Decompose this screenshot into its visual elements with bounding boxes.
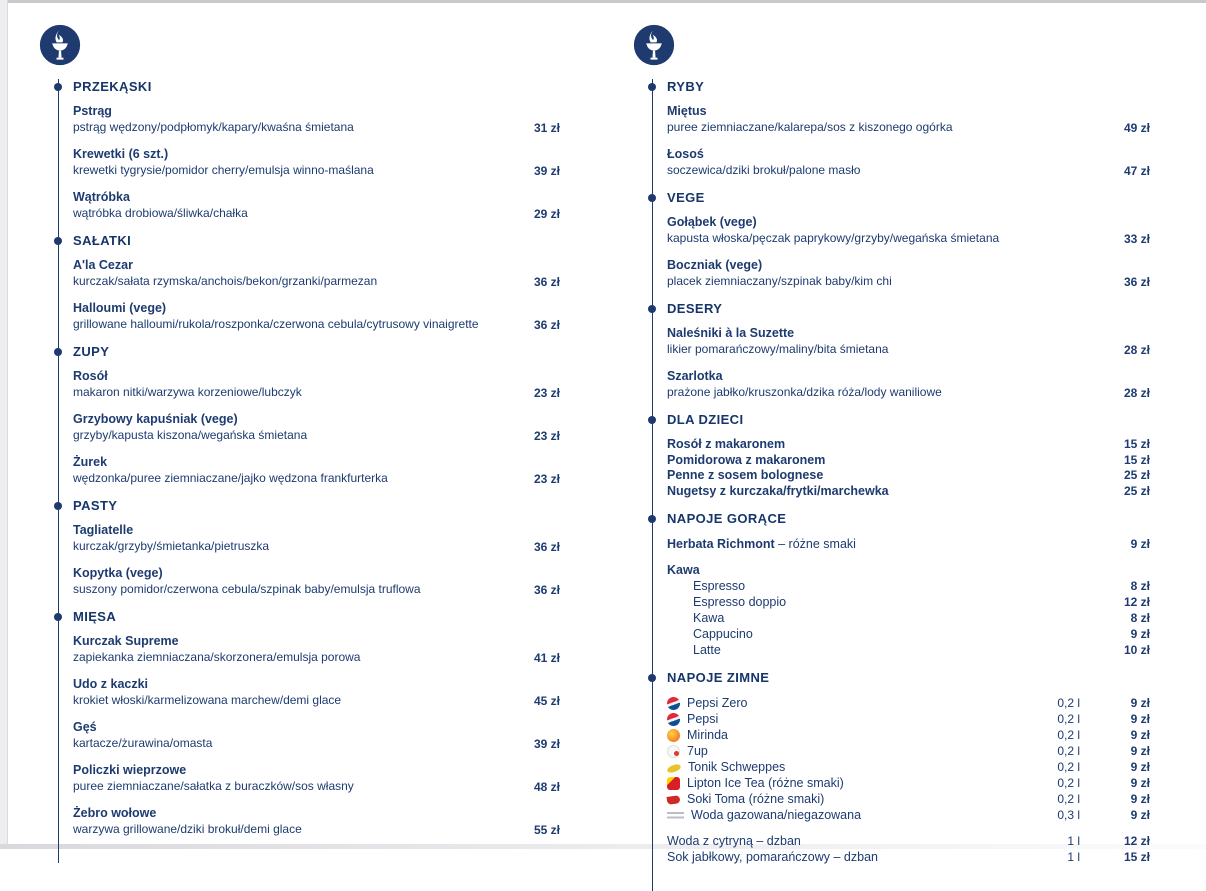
dish-description: kurczak/sałata rzymska/anchois/bekon/grzanki/parmezan	[73, 274, 378, 288]
drink-volume: 0,2 l	[1057, 744, 1080, 758]
menu-item	[667, 104, 1150, 135]
menu-section	[667, 301, 1150, 400]
dish-name: Lipton Ice Tea (różne smaki)	[687, 776, 844, 790]
section-bullet-icon	[648, 416, 656, 424]
drink-volume: 0,3 l	[1057, 808, 1080, 822]
section-header	[73, 498, 560, 514]
dish-price: 9 zł	[1130, 712, 1150, 726]
dish-description: wątróbka drobiowa/śliwka/chałka	[73, 206, 248, 220]
dish-name: Rosół	[73, 369, 108, 383]
drink-volume: 0,2 l	[1057, 792, 1080, 806]
torch-logo-icon	[633, 24, 675, 66]
dish-name: Szarlotka	[667, 369, 723, 383]
section-header	[73, 233, 560, 249]
dish-name: Espresso	[693, 579, 746, 593]
dish-name: Żurek	[73, 455, 108, 469]
menu-item-text	[73, 190, 248, 221]
menu-item	[73, 369, 560, 400]
dish-name: Udo z kaczki	[73, 677, 149, 691]
menu-section	[73, 344, 560, 486]
drink-name-wrap	[667, 743, 1016, 759]
mirinda-logo-icon	[667, 729, 680, 742]
menu-item	[667, 711, 1150, 727]
dish-price: 9 zł	[1130, 808, 1150, 822]
drink-name-wrap	[667, 711, 1016, 727]
section-title: DLA DZIECI	[667, 412, 744, 427]
menu-item	[73, 523, 560, 554]
dish-price: 39 zł	[533, 164, 560, 178]
section-title: ZUPY	[73, 344, 110, 359]
drink-volume: 0,2 l	[1057, 696, 1080, 710]
dish-name: Kawa	[693, 611, 725, 625]
dish-price: 49 zł	[1123, 121, 1150, 135]
drink-volume: 0,2 l	[1057, 712, 1080, 726]
menu-item	[73, 301, 560, 332]
menu-section	[667, 412, 1150, 499]
dish-price: 8 zł	[1130, 579, 1150, 593]
menu-item	[667, 791, 1150, 807]
dish-price: 23 zł	[533, 386, 560, 400]
menu-item	[73, 634, 560, 665]
dish-description: likier pomarańczowy/maliny/bita śmietana	[667, 342, 889, 356]
menu-item-text	[73, 523, 269, 554]
menu-section	[73, 609, 560, 837]
dish-price: 9 zł	[1130, 627, 1150, 641]
dish-description: prażone jabłko/kruszonka/dzika róża/lody waniliowe	[667, 385, 942, 399]
timeline-sections	[652, 79, 1150, 891]
dish-price: 31 zł	[533, 121, 560, 135]
section-title: NAPOJE GORĄCE	[667, 511, 787, 526]
dish-name: Woda gazowana/niegazowana	[691, 808, 862, 822]
dish-price: 8 zł	[1130, 611, 1150, 625]
dish-name: Soki Toma (różne smaki)	[687, 792, 825, 806]
menu-item	[667, 326, 1150, 357]
dish-name: Rosół z makaronem	[667, 437, 786, 451]
dish-name: Łosoś	[667, 147, 704, 161]
menu-column-right	[634, 24, 1150, 891]
dish-price: 36 zł	[533, 318, 560, 332]
dish-price: 9 zł	[1130, 792, 1150, 806]
dish-name: Espresso doppio	[693, 595, 787, 609]
dish-name: Latte	[693, 643, 721, 657]
menu-section	[667, 79, 1150, 178]
dish-price: 9 zł	[1130, 744, 1150, 758]
menu-item-text	[73, 455, 388, 486]
section-header	[73, 344, 560, 360]
dish-description: kurczak/grzyby/śmietanka/pietruszka	[73, 539, 270, 553]
menu-item	[667, 468, 1150, 484]
menu-item-text	[73, 369, 302, 400]
dish-name: Penne z sosem bolognese	[667, 468, 824, 482]
menu-item	[73, 566, 560, 597]
menu-item-text	[73, 763, 354, 794]
menu-item-text	[73, 806, 302, 837]
dish-name: Boczniak (vege)	[667, 258, 763, 272]
menu-item-text	[73, 720, 212, 751]
menu-item	[667, 578, 1150, 594]
menu-item	[667, 258, 1150, 289]
section-bullet-icon	[648, 83, 656, 91]
group-title: Kawa	[667, 563, 700, 577]
dish-description: makaron nitki/warzywa korzeniowe/lubczyk	[73, 385, 302, 399]
menu-item	[667, 727, 1150, 743]
section-title: PASTY	[73, 498, 118, 513]
section-header	[667, 511, 1150, 527]
dish-name: Kopytka (vege)	[73, 566, 163, 580]
dish-name: Pomidorowa z makaronem	[667, 452, 826, 467]
section-title: MIĘSA	[73, 609, 117, 624]
section-header	[667, 670, 1150, 686]
dish-price: 36 zł	[533, 540, 560, 554]
dish-name: Gołąbek (vege)	[667, 215, 757, 229]
dish-price: 33 zł	[1123, 232, 1150, 246]
dish-name: Pepsi	[687, 712, 719, 726]
toma-logo-icon	[667, 795, 681, 805]
dish-price: 25 zł	[1123, 483, 1150, 498]
menu-item	[73, 763, 560, 794]
dish-description: soczewica/dziki brokuł/palone masło	[667, 163, 861, 177]
dish-price: 47 zł	[1123, 164, 1150, 178]
dish-description: pstrąg wędzony/podpłomyk/kapary/kwaśna śmietana	[73, 120, 354, 134]
drink-name-wrap	[667, 775, 1016, 791]
menu-item	[73, 677, 560, 708]
dish-price: 45 zł	[533, 694, 560, 708]
menu-item	[73, 147, 560, 178]
dish-name: Kurczak Supreme	[73, 634, 179, 648]
dish-description: krokiet włoski/karmelizowana marchew/demi glace	[73, 693, 342, 707]
menu-item-text	[73, 566, 421, 597]
menu-item-text	[73, 258, 377, 289]
dish-price: 36 zł	[1123, 275, 1150, 289]
dish-price: 15 zł	[1123, 452, 1150, 467]
dish-name: Cappucino	[693, 627, 753, 641]
dish-description: zapiekanka ziemniaczana/skorzonera/emulsja porowa	[73, 650, 361, 664]
drink-name-wrap	[667, 727, 1016, 743]
drink-name-wrap	[667, 833, 1016, 849]
section-bullet-icon	[648, 515, 656, 523]
menu-item-text	[73, 301, 479, 332]
dish-price: 9 zł	[1130, 728, 1150, 742]
menu-item-text	[73, 147, 374, 178]
menu-item	[73, 806, 560, 837]
section-header	[73, 79, 560, 95]
menu-item-text	[667, 215, 999, 246]
dish-name: Miętus	[667, 104, 707, 118]
section-header	[667, 301, 1150, 317]
menu-item-text	[667, 326, 888, 357]
dish-name: Żebro wołowe	[73, 806, 157, 820]
dish-name: Pstrąg	[73, 104, 112, 118]
dish-price: 41 zł	[533, 651, 560, 665]
dish-name: Tonik Schweppes	[688, 760, 786, 774]
drink-volume: 0,2 l	[1057, 776, 1080, 790]
dish-price: 23 zł	[533, 472, 560, 486]
drink-name-wrap	[667, 849, 1016, 865]
drink-name-wrap	[667, 791, 1016, 807]
scan-edge-top	[0, 0, 1206, 3]
drink-name-wrap	[667, 807, 1016, 823]
dish-price: 12 zł	[1123, 834, 1150, 848]
section-bullet-icon	[648, 305, 656, 313]
menu-item-text	[667, 369, 942, 400]
section-header	[667, 79, 1150, 95]
menu-item	[667, 695, 1150, 711]
dish-price: 23 zł	[533, 429, 560, 443]
menu-item-text	[667, 104, 953, 135]
menu-item	[73, 720, 560, 751]
dish-name: 7up	[687, 744, 708, 758]
dish-name-note: – różne smaki	[774, 537, 856, 551]
menu-item	[667, 484, 1150, 500]
dish-name: Sok jabłkowy, pomarańczowy – dzban	[667, 850, 878, 864]
menu-item-text	[73, 677, 341, 708]
section-bullet-icon	[54, 502, 62, 510]
drink-name-wrap	[667, 759, 1016, 775]
dish-name	[667, 536, 856, 552]
dish-price: 12 zł	[1123, 595, 1150, 609]
zywiec-logo-icon	[667, 812, 684, 820]
section-header	[667, 412, 1150, 428]
torch-logo-icon	[39, 24, 81, 66]
menu-item	[667, 453, 1150, 469]
dish-description: wędzonka/puree ziemniaczane/jajko wędzona frankfurterka	[73, 471, 388, 485]
section-bullet-icon	[648, 194, 656, 202]
menu-section	[667, 190, 1150, 289]
dish-price: 9 zł	[1130, 760, 1150, 774]
menu-item	[73, 104, 560, 135]
menu-item-text	[667, 258, 892, 289]
dish-name: Pepsi Zero	[687, 696, 748, 710]
dish-description: suszony pomidor/czerwona cebula/szpinak baby/emulsja truflowa	[73, 582, 421, 596]
menu-section	[667, 511, 1150, 658]
dish-name: Wątróbka	[73, 190, 130, 204]
menu-column-left	[40, 24, 560, 863]
timeline-sections	[58, 79, 560, 863]
section-title: VEGE	[667, 190, 705, 205]
section-header	[73, 609, 560, 625]
menu-item-text	[73, 104, 354, 135]
dish-description: kapusta włoska/pęczak paprykowy/grzyby/wegańska śmietana	[667, 231, 1000, 245]
dish-name: Mirinda	[687, 728, 728, 742]
menu-item-text	[73, 412, 307, 443]
section-title: PRZEKĄSKI	[73, 79, 152, 94]
section-bullet-icon	[54, 237, 62, 245]
section-bullet-icon	[648, 674, 656, 682]
dish-name: Woda z cytryną – dzban	[667, 834, 801, 848]
dish-name-bold: Herbata Richmont	[667, 537, 775, 551]
dish-price: 9 zł	[1130, 776, 1150, 790]
dish-description: krewetki tygrysie/pomidor cherry/emulsja winno-maślana	[73, 163, 374, 177]
dish-description: puree ziemniaczane/sałatka z buraczków/sos własny	[73, 779, 354, 793]
dish-price: 15 zł	[1123, 437, 1150, 451]
dish-price: 9 zł	[1130, 696, 1150, 710]
pepsi-logo-icon	[667, 697, 680, 710]
menu-item	[667, 626, 1150, 642]
menu-item-text	[667, 147, 860, 178]
menu-item	[73, 190, 560, 221]
dish-price: 48 zł	[533, 780, 560, 794]
dish-price: 10 zł	[1123, 643, 1150, 657]
section-title: DESERY	[667, 301, 723, 316]
dish-price: 28 zł	[1123, 386, 1150, 400]
menu-item	[667, 437, 1150, 453]
dish-name: Krewetki (6 szt.)	[73, 147, 169, 161]
dish-description: placek ziemniaczany/szpinak baby/kim chi	[667, 274, 892, 288]
drink-volume: 0,2 l	[1057, 728, 1080, 742]
menu-item	[667, 759, 1150, 775]
schweppes-logo-icon	[666, 763, 681, 773]
menu-section	[73, 79, 560, 221]
dish-price: 36 zł	[533, 275, 560, 289]
menu-item	[73, 258, 560, 289]
dish-name: Tagliatelle	[73, 523, 134, 537]
dish-price: 25 zł	[1123, 468, 1150, 482]
section-bullet-icon	[54, 348, 62, 356]
section-title: SAŁATKI	[73, 233, 132, 248]
dish-name: Halloumi (vege)	[73, 301, 167, 315]
dish-price: 9 zł	[1130, 537, 1150, 551]
menu-item	[667, 642, 1150, 658]
dish-price: 15 zł	[1123, 850, 1150, 864]
menu-item	[73, 455, 560, 486]
menu-item-text	[73, 634, 360, 665]
section-title: RYBY	[667, 79, 705, 94]
dish-description: grillowane halloumi/rukola/roszponka/czerwona cebula/cytrusowy vinaigrette	[73, 317, 479, 331]
pepsi-logo-icon	[667, 713, 680, 726]
menu-item	[667, 743, 1150, 759]
menu-item	[667, 610, 1150, 626]
lipton-logo-icon	[667, 777, 680, 790]
sevenup-logo-icon	[667, 745, 680, 758]
dish-name: Naleśniki à la Suzette	[667, 326, 795, 340]
dish-price: 55 zł	[533, 823, 560, 837]
dish-description: puree ziemniaczane/kalarepa/sos z kiszonego ogórka	[667, 120, 953, 134]
dish-price: 28 zł	[1123, 343, 1150, 357]
menu-item	[667, 369, 1150, 400]
menu-section	[667, 670, 1150, 865]
drink-name-wrap	[667, 695, 1016, 711]
dish-description: warzywa grillowane/dziki brokuł/demi glace	[73, 822, 302, 836]
drink-volume: 1 l	[1067, 850, 1080, 864]
dish-description: grzyby/kapusta kiszona/wegańska śmietana	[73, 428, 308, 442]
menu-item	[73, 412, 560, 443]
dish-name: Nugetsy z kurczaka/frytki/marchewka	[667, 483, 889, 498]
menu-item	[667, 215, 1150, 246]
drink-volume: 1 l	[1067, 834, 1080, 848]
drink-volume: 0,2 l	[1057, 760, 1080, 774]
menu-item	[667, 807, 1150, 823]
dish-name: Gęś	[73, 720, 97, 734]
dish-name: Policzki wieprzowe	[73, 763, 187, 777]
section-header	[667, 190, 1150, 206]
scan-edge-left	[0, 0, 8, 849]
menu-item	[667, 147, 1150, 178]
menu-section	[73, 498, 560, 597]
section-title: NAPOJE ZIMNE	[667, 670, 770, 685]
dish-price: 36 zł	[533, 583, 560, 597]
menu-item	[667, 833, 1150, 849]
dish-name: Grzybowy kapuśniak (vege)	[73, 412, 238, 426]
menu-section	[73, 233, 560, 332]
section-bullet-icon	[54, 613, 62, 621]
section-bullet-icon	[54, 83, 62, 91]
dish-price: 29 zł	[533, 207, 560, 221]
menu-item	[667, 536, 1150, 552]
dish-name: A'la Cezar	[73, 258, 133, 272]
dish-description: kartacze/żurawina/omasta	[73, 736, 213, 750]
menu-item	[667, 775, 1150, 791]
menu-item	[667, 594, 1150, 610]
dish-price: 39 zł	[533, 737, 560, 751]
menu-item	[667, 849, 1150, 865]
